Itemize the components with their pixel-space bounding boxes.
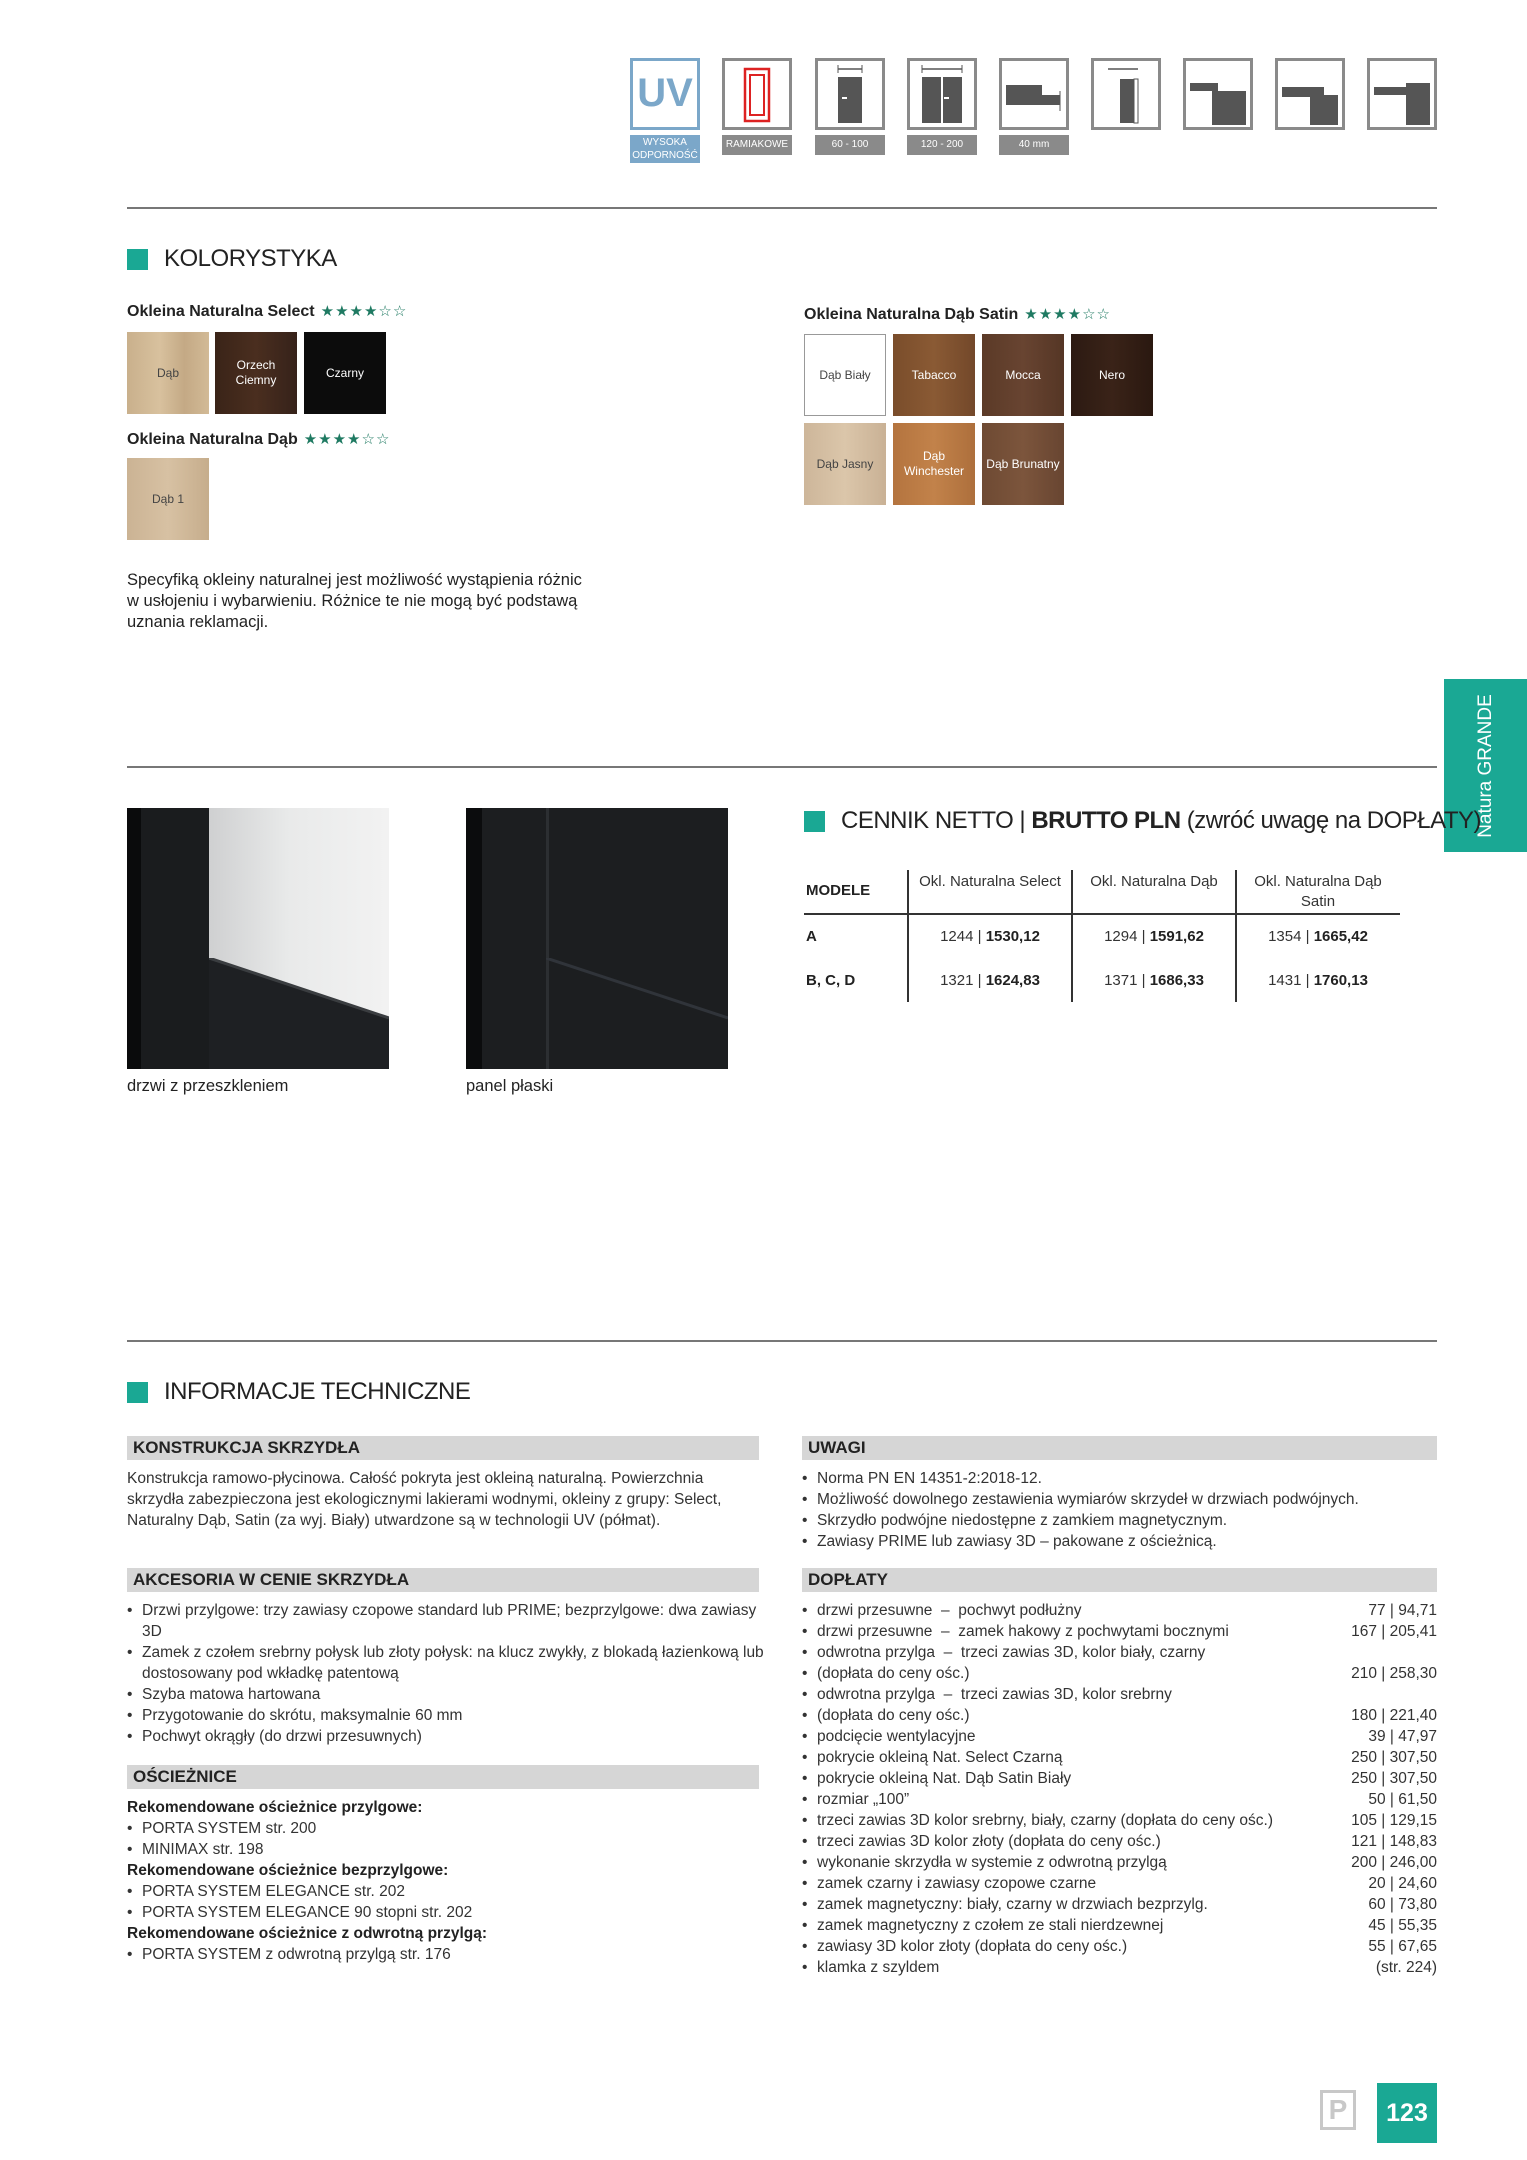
divider bbox=[127, 766, 1437, 768]
subsection-title: DOPŁATY bbox=[802, 1568, 1437, 1592]
table-header-models: MODELE bbox=[806, 882, 871, 899]
veneer-note: Specyfiką okleiny naturalnej jest możliwość wystąpienia różnic w usłojeniu i wybarwieniu. Różnice te nie mogą być podstawą uznania reklamacji. bbox=[127, 571, 582, 631]
surcharge-row: • podcięcie wentylacyjne 39 | 47,97 bbox=[802, 1726, 1437, 1747]
surcharge-row: • pokrycie okleiną Nat. Select Czarną 250 | 307,50 bbox=[802, 1747, 1437, 1768]
surcharges-list bbox=[802, 1600, 1437, 1978]
rebate-profile-icon bbox=[1183, 58, 1253, 130]
price-cell: 1354 | 1665,42 bbox=[1268, 928, 1368, 945]
color-swatch[interactable]: Dąb Jasny bbox=[804, 423, 886, 505]
list-item: • Zawiasy PRIME lub zawiasy 3D – pakowane z ościeżnicą. bbox=[802, 1531, 1437, 1552]
subsection-title: UWAGI bbox=[802, 1436, 1437, 1460]
surcharge-row: • zamek magnetyczny z czołem ze stali nierdzewnej 45 | 55,35 bbox=[802, 1915, 1437, 1936]
surcharge-row: • drzwi przesuwne – pochwyt podłużny 77 | 94,71 bbox=[802, 1600, 1437, 1621]
feature-label: 120 - 200 bbox=[907, 135, 977, 155]
list-item: • Drzwi przylgowe: trzy zawiasy czopowe standard lub PRIME; bezprzylgowe: dwa zawiasy 3D bbox=[127, 1600, 767, 1642]
surcharge-row: • trzeci zawias 3D kolor srebrny, biały, czarny (dopłata do ceny ośc.) 105 | 129,15 bbox=[802, 1810, 1437, 1831]
surcharge-row: • wykonanie skrzydła w systemie z odwrotną przylgą 200 | 246,00 bbox=[802, 1852, 1437, 1873]
table-header: Okl. Naturalna Dąb bbox=[1090, 873, 1218, 890]
price-cell: 1321 | 1624,83 bbox=[940, 972, 1040, 989]
surcharge-row: • odwrotna przylga – trzeci zawias 3D, kolor biały, czarny bbox=[802, 1642, 1437, 1663]
list-item[interactable]: • PORTA SYSTEM ELEGANCE str. 202 bbox=[127, 1881, 757, 1902]
rating-stars-icon: ★★★★☆☆ bbox=[303, 431, 391, 448]
surcharge-row: • pokrycie okleiną Nat. Dąb Satin Biały 250 | 307,50 bbox=[802, 1768, 1437, 1789]
color-swatch[interactable]: Mocca bbox=[982, 334, 1064, 416]
feature-label: RAMIAKOWE bbox=[722, 135, 792, 155]
divider bbox=[127, 207, 1437, 209]
rating-stars-icon: ★★★★☆☆ bbox=[1024, 306, 1111, 323]
list-item: • Skrzydło podwójne niedostępne z zamkiem magnetycznym. bbox=[802, 1510, 1437, 1531]
surcharge-row-continued: • (dopłata do ceny ośc.) 210 | 258,30 bbox=[802, 1663, 1437, 1684]
color-swatch[interactable]: Orzech Ciemny bbox=[215, 332, 297, 414]
list-item: • Zamek z czołem srebrny połysk lub złoty połysk: na klucz zwykły, z blokadą łazienkową lub dostosowany pod wkładkę patentową bbox=[127, 1642, 767, 1684]
list-item: • Szyba matowa hartowana bbox=[127, 1684, 767, 1705]
section-marker-icon bbox=[804, 811, 825, 832]
surcharge-row: • klamka z szyldem (str. 224) bbox=[802, 1957, 1437, 1978]
color-group-title: Okleina Naturalna Dąb Satin ★★★★☆☆ bbox=[804, 306, 1111, 323]
surcharge-row: • odwrotna przylga – trzeci zawias 3D, kolor srebrny bbox=[802, 1684, 1437, 1705]
list-item[interactable]: • MINIMAX str. 198 bbox=[127, 1839, 757, 1860]
brand-logo-icon: P bbox=[1320, 2090, 1356, 2130]
color-swatch[interactable]: Dąb Biały bbox=[804, 334, 886, 416]
section-title-colors: KOLORYSTYKA bbox=[127, 245, 337, 273]
color-swatch[interactable]: Dąb bbox=[127, 332, 209, 414]
table-row-model: B, C, D bbox=[806, 972, 856, 989]
surcharge-row: • trzeci zawias 3D kolor złoty (dopłata do ceny ośc.) 121 | 148,83 bbox=[802, 1831, 1437, 1852]
double-door-width-icon bbox=[907, 58, 977, 130]
table-divider bbox=[804, 913, 1400, 915]
list-item: • Możliwość dowolnego zestawienia wymiarów skrzydeł w drzwiach podwójnych. bbox=[802, 1489, 1437, 1510]
list-item[interactable]: • PORTA SYSTEM z odwrotną przylgą str. 176 bbox=[127, 1944, 757, 1965]
accessories-list bbox=[127, 1600, 767, 1747]
divider bbox=[127, 1340, 1437, 1342]
color-swatch[interactable]: Czarny bbox=[304, 332, 386, 414]
sliding-door-icon bbox=[1091, 58, 1161, 130]
list-item: • Przygotowanie do skrótu, maksymalnie 60 mm bbox=[127, 1705, 767, 1726]
reverse-rebate-icon bbox=[1367, 58, 1437, 130]
surcharge-row-continued: • (dopłata do ceny ośc.) 180 | 221,40 bbox=[802, 1705, 1437, 1726]
list-heading: Rekomendowane ościeżnice bezprzylgowe: bbox=[127, 1862, 449, 1879]
subsection-title: OŚCIEŻNICE bbox=[127, 1765, 759, 1789]
subsection-title: AKCESORIA W CENIE SKRZYDŁA bbox=[127, 1568, 759, 1592]
surcharge-row: • zawiasy 3D kolor złoty (dopłata do ceny ośc.) 55 | 67,65 bbox=[802, 1936, 1437, 1957]
notes-list bbox=[802, 1468, 1437, 1552]
table-header: Okl. Naturalna Select bbox=[919, 873, 1061, 890]
uv-icon: UV bbox=[630, 58, 700, 130]
subsection-title: KONSTRUKCJA SKRZYDŁA bbox=[127, 1436, 759, 1460]
list-heading: Rekomendowane ościeżnice przylgowe: bbox=[127, 1799, 423, 1816]
price-cell: 1244 | 1530,12 bbox=[940, 928, 1040, 945]
section-title-tech: INFORMACJE TECHNICZNE bbox=[127, 1378, 470, 1406]
table-header: Okl. Naturalna Dąb Satin bbox=[1254, 873, 1382, 910]
surcharge-row: • zamek czarny i zawiasy czopowe czarne 20 | 24,60 bbox=[802, 1873, 1437, 1894]
surcharge-row: • rozmiar „100” 50 | 61,50 bbox=[802, 1789, 1437, 1810]
color-swatch[interactable]: Dąb Brunatny bbox=[982, 423, 1064, 505]
price-cell: 1371 | 1686,33 bbox=[1104, 972, 1204, 989]
price-cell: 1294 | 1591,62 bbox=[1104, 928, 1204, 945]
image-caption: panel płaski bbox=[466, 1077, 554, 1095]
list-item[interactable]: • PORTA SYSTEM str. 200 bbox=[127, 1818, 757, 1839]
section-marker-icon bbox=[127, 1382, 148, 1403]
list-item[interactable]: • PORTA SYSTEM ELEGANCE 90 stopni str. 202 bbox=[127, 1902, 757, 1923]
side-tab[interactable]: Natura GRANDE bbox=[1444, 679, 1527, 852]
list-heading: Rekomendowane ościeżnice z odwrotną przylgą: bbox=[127, 1925, 488, 1942]
list-item: • Norma PN EN 14351-2:2018-12. bbox=[802, 1468, 1437, 1489]
color-swatch[interactable]: Nero bbox=[1071, 334, 1153, 416]
image-caption: drzwi z przeszkleniem bbox=[127, 1077, 289, 1095]
frame-profile-icon bbox=[1275, 58, 1345, 130]
color-swatch[interactable]: Tabacco bbox=[893, 334, 975, 416]
surcharge-row: • drzwi przesuwne – zamek hakowy z pochwytami bocznymi 167 | 205,41 bbox=[802, 1621, 1437, 1642]
table-row-model: A bbox=[806, 928, 817, 945]
price-cell: 1431 | 1760,13 bbox=[1268, 972, 1368, 989]
rating-stars-icon: ★★★★☆☆ bbox=[320, 303, 408, 320]
color-swatch[interactable]: Dąb 1 bbox=[127, 458, 209, 540]
color-group-title: Okleina Naturalna Dąb ★★★★☆☆ bbox=[127, 431, 391, 448]
color-group-title: Okleina Naturalna Select ★★★★☆☆ bbox=[127, 303, 408, 320]
frame-door-icon bbox=[722, 58, 792, 130]
single-door-width-icon bbox=[815, 58, 885, 130]
door-image-glazed bbox=[127, 808, 389, 1069]
construction-text: Konstrukcja ramowo-płycinowa. Całość pokryta jest okleiną naturalną. Powierzchnia skrzydła zabezpieczona jest ekologicznymi lakierami wodnymi, okleiny z grupy: Select, Naturalny Dąb, Satin (za wyj. Biały) utwardzone są w technologii UV (półmat). bbox=[127, 1470, 722, 1529]
page-number: 123 bbox=[1377, 2083, 1437, 2143]
section-title-price: CENNIK NETTO | BRUTTO PLN (zwróć uwagę na DOPŁATY) bbox=[804, 807, 1481, 835]
door-image-flat-panel bbox=[466, 808, 728, 1069]
surcharge-row: • zamek magnetyczny: biały, czarny w drzwiach bezprzylg. 60 | 73,80 bbox=[802, 1894, 1437, 1915]
color-swatch[interactable]: Dąb Winchester bbox=[893, 423, 975, 505]
list-item: • Pochwyt okrągły (do drzwi przesuwnych) bbox=[127, 1726, 767, 1747]
feature-label: 60 - 100 bbox=[815, 135, 885, 155]
feature-label: 40 mm bbox=[999, 135, 1069, 155]
frames-list bbox=[127, 1797, 757, 1965]
thickness-icon bbox=[999, 58, 1069, 130]
section-marker-icon bbox=[127, 249, 148, 270]
feature-label: WYSOKA ODPORNOŚĆ bbox=[630, 135, 700, 163]
